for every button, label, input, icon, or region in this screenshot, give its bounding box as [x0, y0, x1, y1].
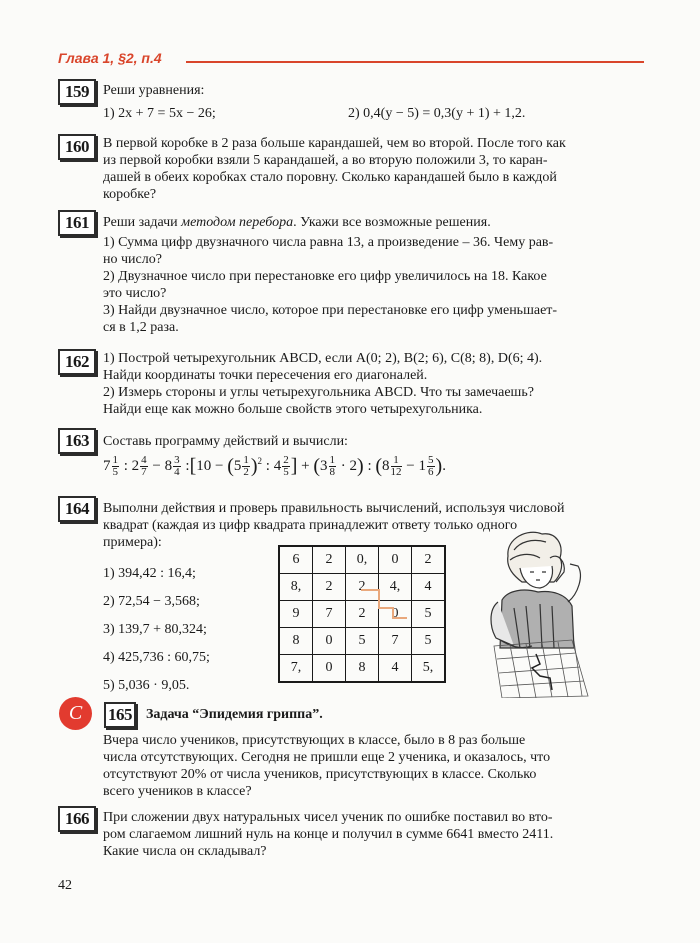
- grid-cell: 0: [379, 601, 412, 628]
- grid-cell: 7: [379, 628, 412, 655]
- page-number: 42: [58, 878, 72, 893]
- text-line: При сложении двух натуральных чисел ученик по ошибке поставил во вто-: [103, 810, 553, 825]
- problem-162-text: [103, 350, 648, 418]
- problem-number-163: 163: [58, 428, 96, 454]
- grid-cell: 4,: [379, 574, 412, 601]
- problem-160-text: [103, 135, 648, 203]
- text-line: примера):: [103, 535, 162, 550]
- intro-part: Реши задачи: [103, 215, 182, 230]
- grid-cell: 8,: [280, 574, 313, 601]
- problem-166-text: [103, 809, 648, 860]
- problem-number-165: 165: [104, 702, 136, 728]
- example-item: 2) 72,54 − 3,568;: [103, 594, 200, 609]
- header-rule: [186, 61, 644, 63]
- grid-cell: 2: [412, 547, 445, 574]
- example-list: [103, 560, 210, 700]
- intro-part: . Укажи все возможные решения.: [293, 215, 491, 230]
- problem-number-164: 164: [58, 496, 96, 522]
- text-line: Найди еще как можно больше свойств этого четырехугольника.: [103, 402, 483, 417]
- grid-cell: 2: [346, 574, 379, 601]
- text-line: всего учеников в классе?: [103, 784, 252, 799]
- chapter-header: [58, 50, 644, 68]
- text-line: коробке?: [103, 187, 157, 202]
- mixed-expression: 7 $\frac{1}{5}$ : 2 $\frac{4}{7}$ − 8 $\frac{3}{4}$ :[10 − (5 $\frac{1}{2}$ )$^2$ : 4 $\frac{2}{5}$ ] + (3 $\frac{1}{8}$ · 2) : (8 $\frac{1}{12}$ − 1 $\frac{5}{6}$ ).: [103, 454, 446, 478]
- grid-cell: 0: [379, 547, 412, 574]
- grid-cell: 9: [280, 601, 313, 628]
- text-line: но число?: [103, 252, 162, 267]
- problem-165-text: [103, 732, 648, 800]
- text-line: Выполни действия и проверь правильность вычислений, используя числовой: [103, 501, 565, 516]
- text-line: дашей в обеих коробках стало поровну. Сколько карандашей было в каждой: [103, 170, 557, 185]
- hard-task-badge: С: [59, 697, 92, 730]
- grid-cell: 2: [313, 547, 346, 574]
- path-line: [361, 590, 407, 618]
- chapter-title: Глава 1, §2, п.4: [58, 50, 162, 66]
- grid-cell: 5,: [412, 655, 445, 682]
- problem-number-160: 160: [58, 134, 96, 160]
- text-line: 1) Сумма цифр двузначного числа равна 13, а произведение – 36. Чему рав-: [103, 235, 554, 250]
- problem-161-text: [103, 214, 648, 336]
- grid-cell: 6: [280, 547, 313, 574]
- grid-cell: 0,: [346, 547, 379, 574]
- grid-cell: 5: [412, 628, 445, 655]
- problem-159-title: Реши уравнения:: [103, 83, 205, 98]
- problem-number-166: 166: [58, 806, 96, 832]
- method-name: методом перебора: [181, 215, 294, 230]
- text-line: 1) Построй четырехугольник ABCD, если A(0; 2), B(2; 6), C(8; 8), D(6; 4).: [103, 351, 543, 366]
- text-line: это число?: [103, 286, 167, 301]
- grid-cell: 2: [313, 574, 346, 601]
- problem-number-161: 161: [58, 210, 96, 236]
- grid-cell: 5: [412, 601, 445, 628]
- text-line: ром слагаемом лишний нуль на конце и получил в сумме 6641 вместо 2411.: [103, 827, 554, 842]
- example-item: 3) 139,7 + 80,324;: [103, 622, 207, 637]
- grid-cell: 4: [412, 574, 445, 601]
- problem-161-intro: [103, 214, 648, 231]
- problem-165-title: Задача “Эпидемия гриппа”.: [146, 707, 323, 722]
- text-line: отсутствуют 20% от числа учеников, присутствующих в классе. Сколько: [103, 767, 537, 782]
- problem-163-title: Составь программу действий и вычисли:: [103, 434, 348, 449]
- example-item: 1) 394,42 : 16,4;: [103, 566, 196, 581]
- text-line: Вчера число учеников, присутствующих в классе, было в 8 раз больше: [103, 733, 526, 748]
- grid-cell: 8: [280, 628, 313, 655]
- grid-path-overlay: [279, 546, 444, 686]
- text-line: 2) Двузначное число при перестановке его цифр увеличилось на 18. Какое: [103, 269, 547, 284]
- grid-cell: 5: [346, 628, 379, 655]
- grid-cell: 8: [346, 655, 379, 682]
- equation-2: 2) 0,4(y − 5) = 0,3(y + 1) + 1,2.: [348, 106, 526, 121]
- grid-cell: 0: [313, 628, 346, 655]
- text-line: Какие числа он складывал?: [103, 844, 267, 859]
- student-illustration: [480, 528, 592, 698]
- text-line: из первой коробки взяли 5 карандашей, а во вторую положили 3, то каран-: [103, 153, 548, 168]
- text-line: В первой коробке в 2 раза больше карандашей, чем во второй. После того как: [103, 136, 566, 151]
- grid-cell: 0: [313, 655, 346, 682]
- problem-number-162: 162: [58, 349, 96, 375]
- grid-cell: 4: [379, 655, 412, 682]
- text-line: числа отсутствующих. Сегодня не пришли еще 2 ученика, и оказалось, что: [103, 750, 551, 765]
- text-line: Найди координаты точки пересечения его диагоналей.: [103, 368, 428, 383]
- equation-1: 1) 2x + 7 = 5x − 26;: [103, 106, 216, 121]
- text-line: квадрат (каждая из цифр квадрата принадлежит ответу только одного: [103, 518, 518, 533]
- example-item: 5) 5,036 · 9,05.: [103, 678, 190, 693]
- text-line: ся в 1,2 раза.: [103, 320, 179, 335]
- text-line: 2) Измерь стороны и углы четырехугольника ABCD. Что ты замечаешь?: [103, 385, 534, 400]
- grid-cell: 2: [346, 601, 379, 628]
- problem-number-159: 159: [58, 79, 96, 105]
- text-line: 3) Найди двузначное число, которое при перестановке его цифр уменьшает-: [103, 303, 558, 318]
- grid-cell: 7: [313, 601, 346, 628]
- grid-cell: 7,: [280, 655, 313, 682]
- example-item: 4) 425,736 : 60,75;: [103, 650, 210, 665]
